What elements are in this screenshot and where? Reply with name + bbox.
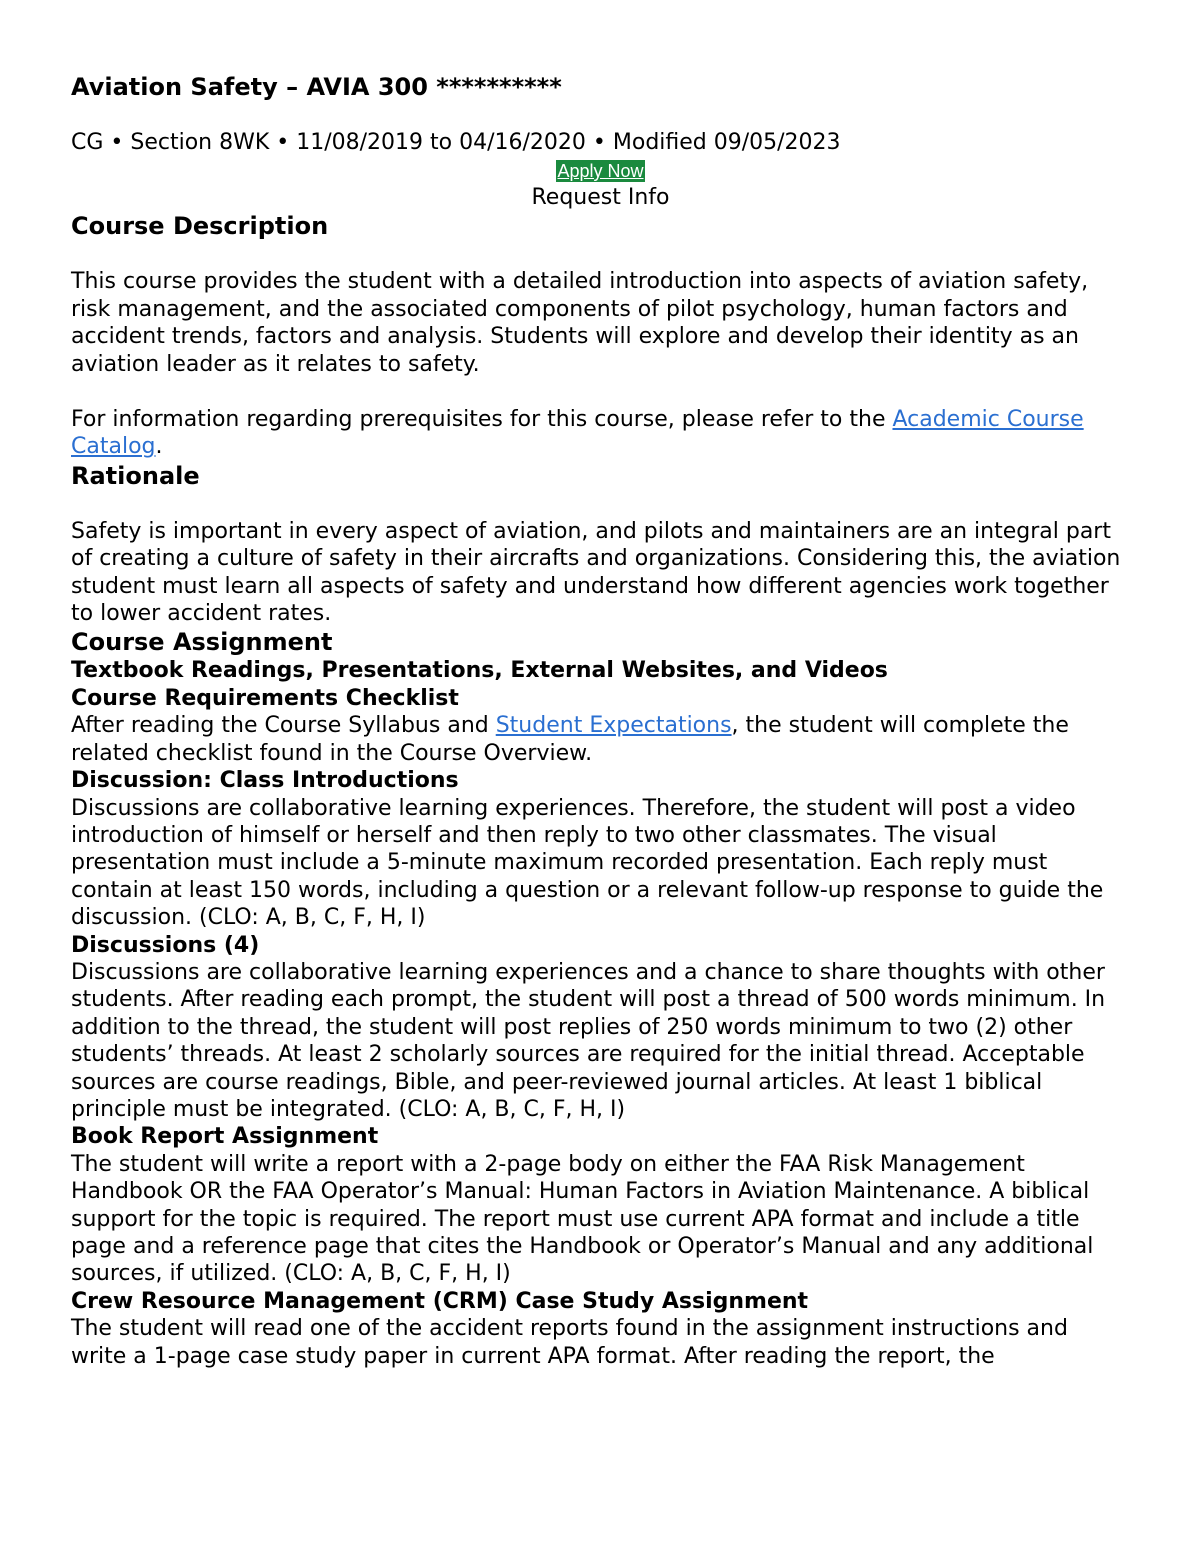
course-meta: CG • Section 8WK • 11/08/2019 to 04/16/2020 • Modified 09/05/2023 <box>71 130 841 155</box>
book-report-heading: Book Report Assignment <box>71 1124 379 1150</box>
prerequisites-paragraph <box>71 406 1130 461</box>
checklist-heading: Course Requirements Checklist <box>71 685 459 711</box>
apply-now-button[interactable]: Apply Now <box>557 161 644 181</box>
course-assignment-heading: Course Assignment <box>71 628 333 657</box>
prereq-text: For information regarding prerequisites for this course, please refer to the <box>71 407 893 433</box>
rationale-paragraph: Safety is important in every aspect of aviation, and pilots and maintainers are an integral part of creating a culture of safety in their aircrafts and organizations. Considering this, the aviation student must learn all aspects of safety and understand how different agencies work together to lower accident rates. <box>71 518 1121 627</box>
discussions-heading: Discussions (4) <box>71 932 260 958</box>
academic-course-catalog-link[interactable]: Academic Course Catalog <box>71 407 1084 460</box>
crm-heading: Crew Resource Management (CRM) Case Study Assignment <box>71 1288 809 1314</box>
crm-paragraph: The student will read one of the accident reports found in the assignment instructions and write a 1-page case study paper in current APA format. After reading the report, the <box>71 1316 1068 1369</box>
discussions-paragraph: Discussions are collaborative learning experiences and a chance to share thoughts with other students. After reading each prompt, the student will post a thread of 500 words minimum. In addition to the thread, the student will post replies of 250 words minimum to two (2) other students’ threads. At least 2 scholarly sources are required for the initial thread. Acceptable sources are course readings, Bible, and peer-reviewed journal articles. At least 1 biblical principle must be integrated. (CLO: A, B, C, F, H, I) <box>71 959 1106 1122</box>
request-info-link[interactable]: Request Info <box>531 185 670 211</box>
course-description-paragraph: This course provides the student with a detailed introduction into aspects of aviation safety, risk management, and the associated components of pilot psychology, human factors and accident trends, factors and analysis. Students will explore and develop their identity as an aviation leader as it relates to safety. <box>71 269 1089 377</box>
apply-row <box>71 157 1130 184</box>
student-expectations-link[interactable]: Student Expectations <box>495 713 732 739</box>
prereq-text-end: . <box>155 434 163 460</box>
course-description-heading: Course Description <box>71 212 329 241</box>
book-report-paragraph: The student will write a report with a 2-page body on either the FAA Risk Management Handbook OR the FAA Operator’s Manual: Human Factors in Aviation Maintenance. A biblical support for the topic is required. The report must use current APA format and include a title page and a reference page that cites the Handbook or Operator’s Manual and any additional sources, if utilized. (CLO: A, B, C, F, H, I) <box>71 1151 1094 1287</box>
checklist-text: After reading the Course Syllabus and <box>71 713 496 739</box>
course-title: Aviation Safety – AVIA 300 ********** <box>71 73 562 101</box>
rationale-heading: Rationale <box>71 461 200 490</box>
checklist-text-end: , the student will complete the related checklist found in the Course Overview. <box>71 713 1069 766</box>
class-introductions-heading: Discussion: Class Introductions <box>71 768 459 794</box>
class-introductions-paragraph: Discussions are collaborative learning experiences. Therefore, the student will post a video introduction of himself or herself and then reply to two other classmates. The visual presentation must include a 5-minute maximum recorded presentation. Each reply must contain at least 150 words, including a question or a relevant follow-up response to guide the discussion. (CLO: A, B, C, F, H, I) <box>71 795 1104 931</box>
readings-heading: Textbook Readings, Presentations, External Websites, and Videos <box>71 658 888 684</box>
checklist-paragraph <box>71 712 1130 767</box>
